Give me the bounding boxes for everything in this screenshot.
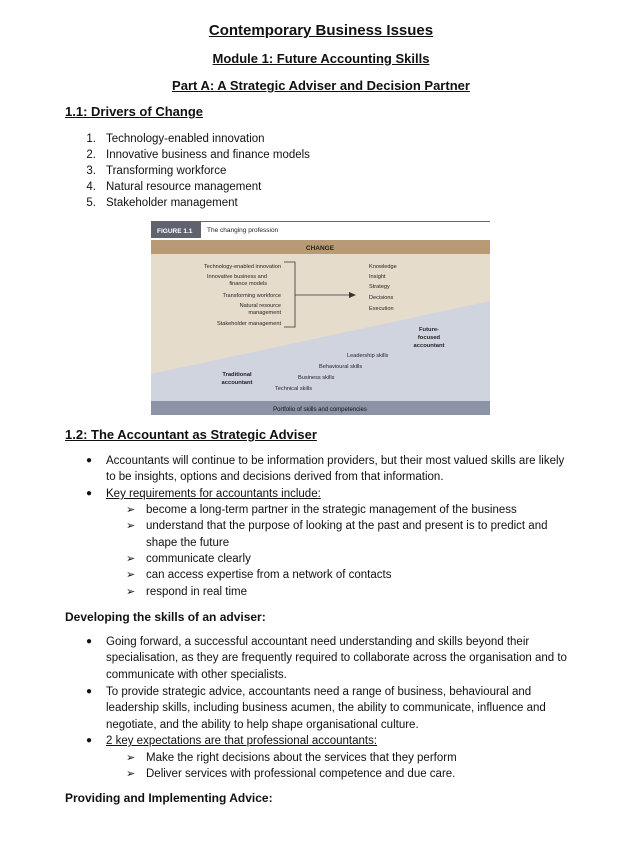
paragraph-line: specialisation, as they are frequently required to collaborate across the organisation and to [106,652,567,664]
driver-label: Stakeholder management [216,321,281,327]
list-item: can access expertise from a network of contacts [146,569,392,581]
arrow-bullet-icon: ➢ [126,569,136,581]
arrow-bullet-icon: ➢ [126,553,136,565]
paragraph-line: 2 key expectations are that professional accountants: [106,735,378,747]
outcome-label: Insight [369,274,386,280]
module-title: Module 1: Future Accounting Skills [212,51,430,66]
section-heading-strategic-adviser: 1.2: The Accountant as Strategic Adviser [65,427,317,442]
change-header: CHANGE [305,245,335,252]
driver-label: Natural resource [239,303,281,309]
paragraph-line: Going forward, a successful accountant need understanding and skills beyond their [106,636,530,648]
svg-text:accountant: accountant [413,343,445,349]
subheading-developing-skills: Developing the skills of an adviser: [65,610,266,624]
figure-caption: The changing profession [207,227,279,234]
bullet-icon: ● [86,735,93,746]
figure-label: FIGURE 1.1 [157,228,193,235]
list-item: respond in real time [146,586,247,598]
arrow-bullet-icon: ➢ [126,504,136,516]
driver-label: Innovative business and [206,274,267,280]
skill-label: Leadership skills [347,353,389,359]
list-item: Make the right decisions about the services that they perform [146,752,457,764]
svg-text:focused: focused [417,335,441,341]
arrow-bullet-icon: ➢ [126,768,136,780]
paragraph-line: to be insights, options and decisions derived from that information. [106,471,444,483]
list-item: Deliver services with professional competence and due care. [146,768,456,780]
document-title: Contemporary Business Issues [208,22,434,39]
arrow-bullet-icon: ➢ [126,752,136,764]
part-title: Part A: A Strategic Adviser and Decision Partner [172,78,470,93]
bullet-icon: ● [86,488,93,499]
paragraph-line: communicate with other specialists. [106,669,287,681]
developing-skills-content [0,634,642,784]
list-item: become a long-term partner in the strategic management of the business [146,504,517,516]
paragraph-line: Accountants will continue to be information providers, but their most valued skills are likely [106,455,565,467]
bullet-icon: ● [86,455,93,466]
skill-label: Technical skills [275,386,312,392]
driver-label: Technology-enabled innovation [203,264,281,270]
list-item: understand that the purpose of looking at the past and present is to predict and [146,520,548,532]
figure-diagram [151,221,490,415]
outcome-label: Knowledge [369,264,397,270]
driver-label: Transforming workforce [222,293,281,299]
bullet-icon: ● [86,636,93,647]
paragraph-line: negotiate, and the ability to help shape organisational culture. [106,719,419,731]
skill-label: Business skills [298,375,335,381]
driver-label: finance models [229,281,267,287]
figure-changing-profession [151,221,490,415]
subheading-providing-advice: Providing and Implementing Advice: [65,791,273,805]
outcome-label: Decisions [369,295,394,301]
paragraph-line: Key requirements for accountants include: [106,488,321,500]
svg-text:Traditional: Traditional [222,372,252,378]
skill-label: Behavioural skills [319,364,363,370]
list-item: communicate clearly [146,553,251,565]
arrow-bullet-icon: ➢ [126,520,136,532]
outcome-label: Execution [369,306,394,312]
portfolio-label: Portfolio of skills and competencies [273,407,367,413]
arrow-bullet-icon: ➢ [126,586,136,598]
paragraph-line: To provide strategic advice, accountants need a range of business, behavioural and [106,686,532,698]
list-item: shape the future [146,537,230,549]
bullet-icon: ● [86,686,93,697]
outcome-label: Strategy [369,284,390,290]
strategic-adviser-content [0,453,642,603]
svg-text:accountant: accountant [221,380,253,386]
paragraph-line: leadership skills, including business acumen, the ability to communicate, influence and [106,702,546,714]
section-heading-drivers: 1.1: Drivers of Change [65,104,203,119]
svg-text:Future-: Future- [419,327,439,333]
driver-label: management [248,310,281,316]
